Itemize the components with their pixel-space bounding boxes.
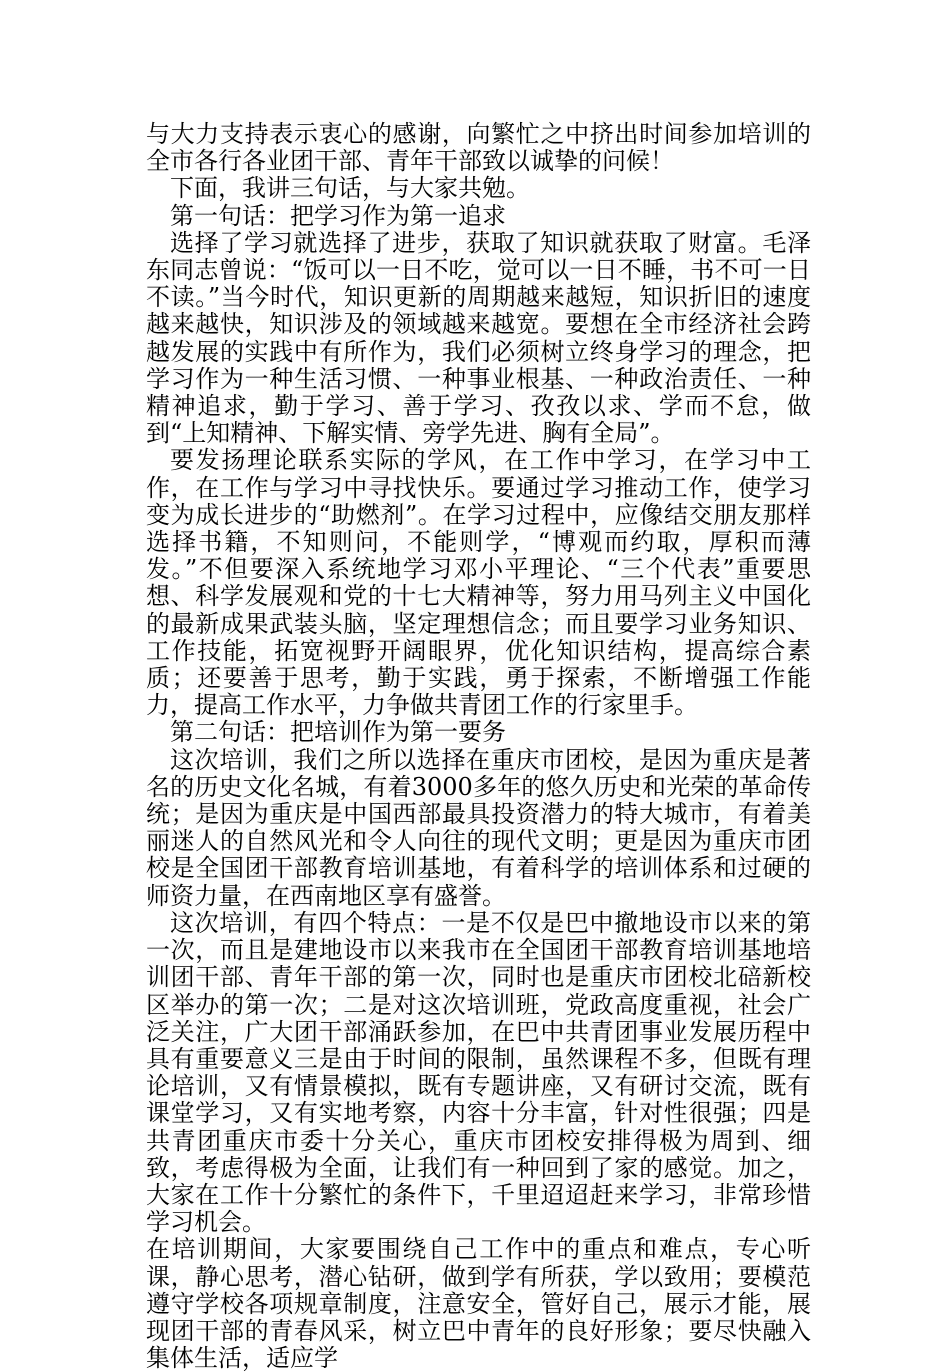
paragraph-5: 这次培训，我们之所以选择在重庆市团校，是因为重庆是著名的历史文化名城，有着3000多年的悠久历史和光荣的革命传统；是因为重庆是中国西部最具投资潜力的特大城市，有着美丽迷人的自然风光和令人向往的现代文明；更是因为重庆市团校是全国团干部教育培训基地，有着科学的培训体系和过硬的师资力量，在西南地区享有盛誉。 bbox=[146, 745, 811, 910]
paragraph-3: 选择了学习就选择了进步，获取了知识就获取了财富。毛泽东同志曾说：“饭可以一日不吃，觉可以一日不睡，书不可一日不读。”当今时代，知识更新的周期越来越短，知识折旧的速度越来越快，知识涉及的领域越来越宽。要想在全市经济社会跨越发展的实践中有所作为，我们必须树立终身学习的理念，把学习作为一种生活习惯、一种事业根基、一种政治责任、一种精神追求，勤于学习、善于学习、孜孜以求、学而不怠，做到“上知精神、下解实情、旁学先进、胸有全局”。 bbox=[146, 228, 811, 448]
section-heading-1: 第一句话：把学习作为第一追求 bbox=[170, 201, 506, 230]
paragraph-2: 下面，我讲三句话，与大家共勉。 bbox=[170, 174, 530, 203]
paragraph-1: 与大力支持表示衷心的感谢，向繁忙之中挤出时间参加培训的全市各行各业团干部、青年干部致以诚挚的问候！ bbox=[146, 120, 811, 176]
document-body bbox=[146, 121, 811, 1372]
paragraph-6: 这次培训，有四个特点：一是不仅是巴中撤地设市以来的第一次，而且是建地设市以来我市在全国团干部教育培训基地培训团干部、青年干部的第一次，同时也是重庆市团校北碚新校区举办的第一次；二是对这次培训班，党政高度重视，社会广泛关注，广大团干部涌跃参加，在巴中共青团事业发展历程中具有重要意义三是由于时间的限制，虽然课程不多，但既有理论培训，又有情景模拟，既有专题讲座，又有研讨交流，既有课堂学习，又有实地考察，内容十分丰富，针对性很强；四是共青团重庆市委十分关心，重庆市团校安排得极为周到、细致，考虑得极为全面，让我们有一种回到了家的感觉。加之，大家在工作十分繁忙的条件下，千里迢迢赶来学习，非常珍惜学习机会。 bbox=[146, 908, 811, 1237]
section-heading-2: 第二句话：把培训作为第一要务 bbox=[170, 718, 506, 747]
paragraph-4: 要发扬理论联系实际的学风，在工作中学习，在学习中工作，在工作与学习中寻找快乐。要通过学习推动工作，使学习变为成长进步的“助燃剂”。在学习过程中，应像结交朋友那样选择书籍，不知则问，不能则学，“博观而约取，厚积而薄发。”不但要深入系统地学习邓小平理论、“三个代表”重要思想、科学发展观和党的十七大精神等，努力用马列主义中国化的最新成果武装头脑，坚定理想信念；而且要学习业务知识、工作技能，拓宽视野开阔眼界，优化知识结构，提高综合素质；还要善于思考，勤于实践，勇于探索，不断增强工作能力，提高工作水平，力争做共青团工作的行家里手。 bbox=[146, 446, 811, 720]
paragraph-7: 在培训期间，大家要围绕自己工作中的重点和难点，专心听课，静心思考，潜心钻研，做到学有所获，学以致用；要模范遵守学校各项规章制度，注意安全，管好自己，展示才能，展现团干部的青春风采，树立巴中青年的良好形象；要尽快融入集体生活，适应学 bbox=[146, 1235, 811, 1372]
